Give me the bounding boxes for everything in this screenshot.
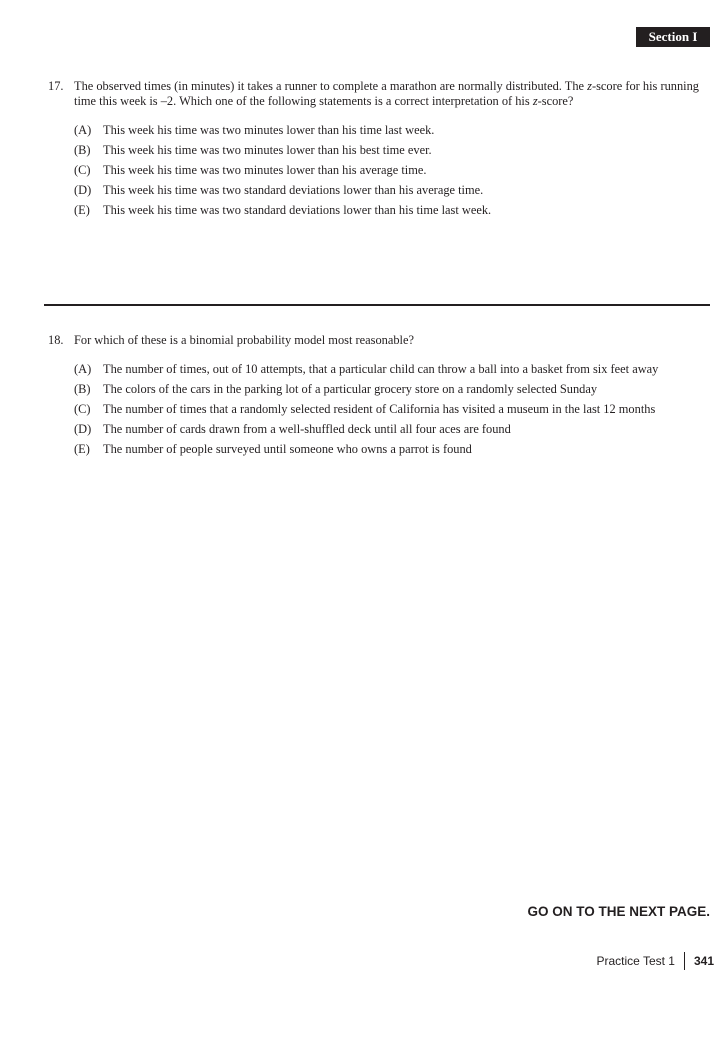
option-text: This week his time was two minutes lower than his time last week.	[103, 123, 435, 137]
option-text: The number of times, out of 10 attempts, that a particular child can throw a ball into a basket from six feet away	[103, 362, 659, 376]
option-b	[74, 379, 713, 399]
section-label: Section I	[636, 27, 710, 47]
answer-options	[74, 359, 713, 459]
option-text: This week his time was two standard deviations lower than his time last week.	[103, 203, 492, 217]
question-number: 17.	[48, 79, 64, 93]
option-a	[74, 359, 713, 379]
option-text: This week his time was two minutes lower than his best time ever.	[103, 143, 432, 157]
question-text-part: The observed times (in minutes) it takes a runner to complete a marathon are normally distributed. The	[74, 79, 588, 93]
option-text: This week his time was two standard deviations lower than his average time.	[103, 183, 484, 197]
question-text	[74, 79, 713, 109]
option-text: The colors of the cars in the parking lot of a particular grocery store on a randomly selected Sunday	[103, 382, 598, 396]
option-label: (B)	[74, 143, 91, 157]
option-label: (A)	[74, 362, 92, 376]
question-17	[48, 79, 713, 220]
option-label: (E)	[74, 203, 90, 217]
option-c	[74, 160, 713, 180]
page-footer	[596, 952, 714, 970]
z-variable: z	[587, 79, 592, 93]
option-label: (D)	[74, 183, 92, 197]
option-d	[74, 180, 713, 200]
option-text: The number of people surveyed until someone who owns a parrot is found	[103, 442, 472, 456]
option-label: (C)	[74, 402, 91, 416]
footer-separator	[684, 952, 685, 970]
book-section: Practice Test 1	[596, 954, 675, 968]
question-text-part: -score?	[537, 94, 574, 108]
option-label: (D)	[74, 422, 92, 436]
option-b	[74, 140, 713, 160]
answer-options	[74, 120, 713, 220]
z-variable: z	[532, 94, 538, 108]
option-text: The number of times that a randomly selected resident of California has visited a museum in the last 12 months	[103, 402, 656, 416]
page-number: 341	[693, 954, 714, 968]
option-d	[74, 419, 713, 439]
question-18	[48, 333, 713, 459]
question-number: 18.	[48, 333, 64, 347]
question-text: For which of these is a binomial probability model most reasonable?	[74, 333, 414, 347]
option-label: (C)	[74, 163, 91, 177]
option-e	[74, 200, 713, 220]
question-text-part: -score for his running time this week is –2. Which one of the following statements is a correct interpretation of his	[74, 79, 699, 108]
option-a	[74, 120, 713, 140]
option-text: The number of cards drawn from a well-shuffled deck until all four aces are found	[103, 422, 511, 436]
option-text: This week his time was two minutes lower than his average time.	[103, 163, 427, 177]
option-c	[74, 399, 713, 419]
divider	[44, 304, 710, 306]
option-label: (B)	[74, 382, 91, 396]
option-e	[74, 439, 713, 459]
option-label: (E)	[74, 442, 90, 456]
go-on-notice: GO ON TO THE NEXT PAGE.	[527, 904, 710, 919]
option-label: (A)	[74, 123, 92, 137]
